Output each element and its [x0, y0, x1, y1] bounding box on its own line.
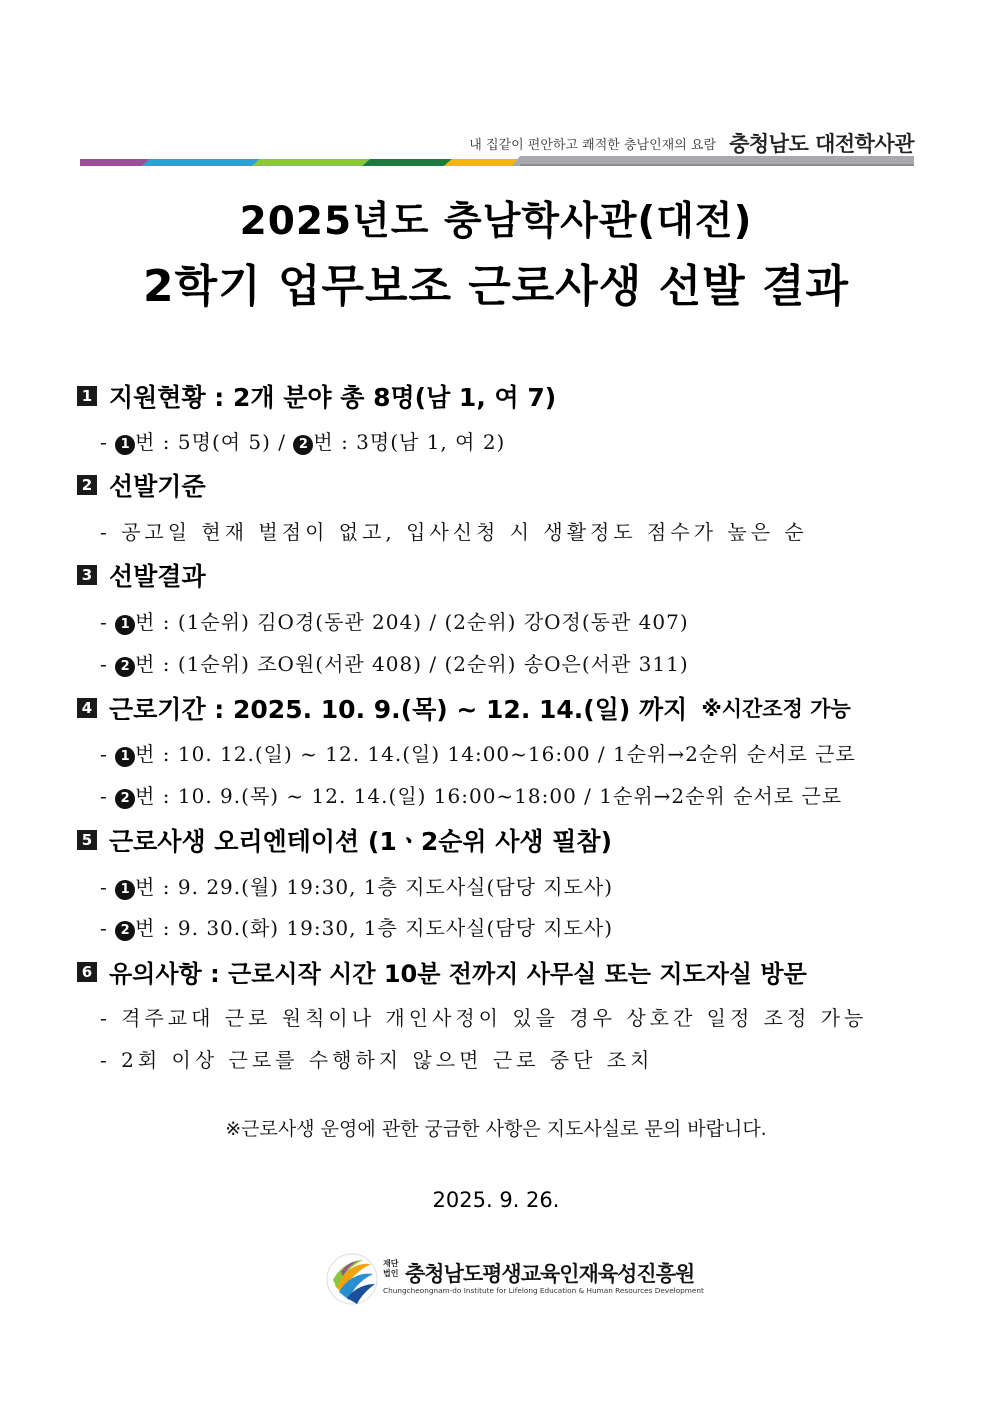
circled-number: 2: [115, 789, 135, 809]
section-title: 선발기준: [109, 472, 206, 501]
section-number: 1: [77, 386, 97, 406]
footer-org-name: 충청남도평생교육인재육성진흥원: [405, 1262, 695, 1286]
section-number: 2: [77, 475, 97, 495]
section-1-line: - 1 번 : 5명(여 5) / 2 번 : 3명(남 1, 여 2): [100, 430, 506, 454]
footer-org-block: [325, 1250, 704, 1310]
issue-date: 2025. 9. 26.: [432, 1188, 560, 1212]
section-5-line-2: - 2 번 : 9. 30.(화) 19:30, 1층 지도사실(담당 지도사): [100, 916, 614, 940]
section-title: 지원현황 : 2개 분야 총 8명(남 1, 여 7): [109, 383, 557, 412]
circled-number: 1: [115, 880, 135, 900]
section-title: 선발결과: [109, 562, 206, 591]
section-title: 근로사생 오리엔테이션 (1ㆍ2순위 사생 필참): [109, 827, 613, 856]
page-title-line2: 2학기 업무보조 근로사생 선발 결과: [143, 261, 849, 312]
contact-notice: ※근로사생 운영에 관한 궁금한 사항은 지도사실로 문의 바랍니다.: [225, 1118, 767, 1140]
footer-prefix: 재단법인: [383, 1259, 399, 1278]
section-6-line-2: - 2회 이상 근로를 수행하지 않으면 근로 중단 조치: [100, 1048, 654, 1072]
header-slogan-row: [469, 128, 914, 158]
circled-number: 1: [115, 747, 135, 767]
section-2-heading: [77, 467, 206, 503]
footer-org-name-en: Chungcheongnam-do Institute for Lifelong Education & Human Resources Development: [383, 1286, 704, 1295]
circled-number: 2: [115, 657, 135, 677]
page-title-line1: 2025년도 충남학사관(대전): [239, 199, 753, 244]
section-5-line-1: - 1 번 : 9. 29.(월) 19:30, 1층 지도사실(담당 지도사): [100, 875, 614, 899]
section-3-line-2: - 2 번 : (1순위) 조O원(서관 408) / (2순위) 송O은(서관 311): [100, 652, 689, 676]
header-slogan: 내 집같이 편안하고 쾌적한 충남인재의 요람: [469, 137, 717, 153]
section-3-heading: [77, 557, 206, 593]
section-5-heading: [77, 822, 612, 858]
section-number: 6: [77, 962, 97, 982]
section-1-heading: [77, 378, 556, 414]
section-title: 근로기간 : 2025. 10. 9.(목) ~ 12. 14.(일) 까지: [109, 695, 688, 724]
circled-number: 2: [115, 921, 135, 941]
section-3-line-1: - 1 번 : (1순위) 김O경(동관 204) / (2순위) 강O정(동관 407): [100, 610, 689, 634]
section-4-heading: [77, 690, 851, 726]
header-org-name: 충청남도 대전학사관: [729, 131, 914, 156]
section-number: 4: [77, 698, 97, 718]
section-note: ※시간조정 가능: [701, 697, 851, 721]
section-title: 유의사항 : 근로시작 시간 10분 전까지 사무실 또는 지도자실 방문: [109, 960, 807, 988]
section-6-heading: [77, 954, 807, 989]
circled-number: 1: [115, 615, 135, 635]
section-6-line-1: - 격주교대 근로 원칙이나 개인사정이 있을 경우 상호간 일정 조정 가능: [100, 1006, 868, 1030]
circled-number: 1: [115, 435, 135, 455]
section-4-line-1: - 1 번 : 10. 12.(일) ~ 12. 14.(일) 14:00~16:00 / 1순위→2순위 순서로 근로: [100, 742, 856, 766]
circled-number: 2: [293, 435, 313, 455]
section-number: 5: [77, 830, 97, 850]
org-logo-icon: [325, 1252, 379, 1306]
section-number: 3: [77, 565, 97, 585]
section-4-line-2: - 2 번 : 10. 9.(목) ~ 12. 14.(일) 16:00~18:00 / 1순위→2순위 순서로 근로: [100, 784, 843, 808]
header-color-bar: [80, 156, 914, 166]
section-2-line: - 공고일 현재 벌점이 없고, 입사신청 시 생활정도 점수가 높은 순: [100, 520, 808, 544]
